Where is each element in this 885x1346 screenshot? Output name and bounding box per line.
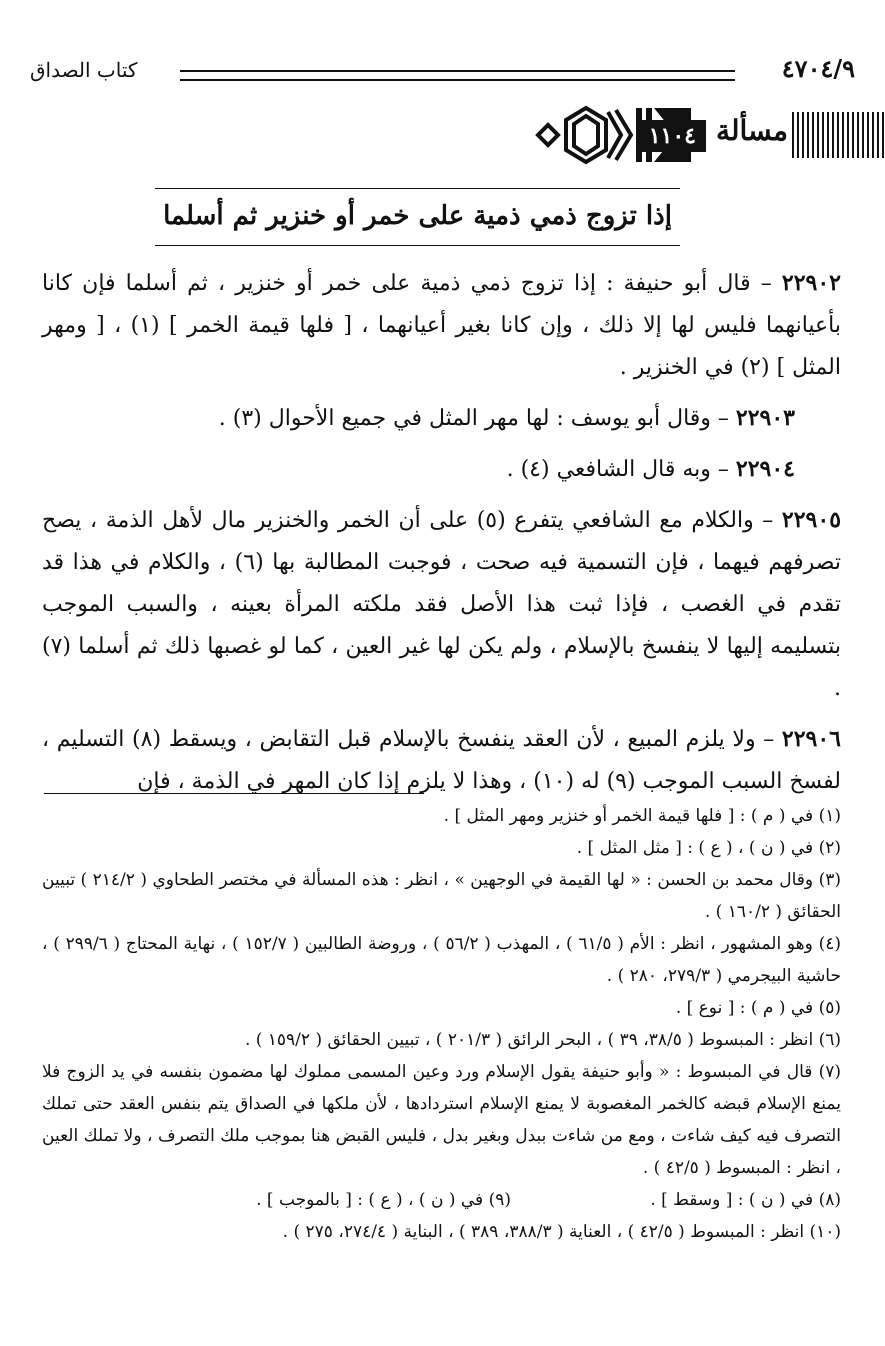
paragraph-number: ٢٢٩٠٣ [735,405,795,431]
footnote-4: (٤) وهو المشهور ، انظر : الأم ( ٦١/٥ ) ، المهذب ( ٥٦/٢ ) ، وروضة الطالبين ( ١٥٢/٧ ) ، نهاية المحتاج ( ٢٩٩/٦ ) ، حاشية البيجرمي ( ٢٧٩/٣، ٢٨٠ ) . [42,934,841,986]
stripe-pattern [792,112,884,158]
paragraph-text: – وبه قال الشافعي (٤) . [506,457,736,482]
footnote-1: (١) في ( م ) : [ فلها قيمة الخمر أو خنزير ومهر المثل ] . [443,806,841,826]
footnote-row-8-9 [42,1184,841,1216]
paragraph-number: ٢٢٩٠٢ [781,270,841,296]
paragraph-text: – والكلام مع الشافعي يتفرع (٥) على أن الخمر والخنزير مال لأهل الذمة ، يصح تصرفهم فيهما ، فإن التسمية فيه صحت ، فوجبت المطالبة بها (٦) ، والكلام في هذا قد تقدم في الغصب ، فإذا ثبت هذا الأصل فقد ملكته المرأة بعينه ، والسبب الموجب بتسليمه إليها لا ينفسخ بالإسلام ، ولم يكن لها غير العين ، كما لو غصبها ذلك ثم أسلما (٧) . [42,508,842,701]
paragraph-text: – قال أبو حنيفة : إذا تزوج ذمي ذمية على خمر أو خنزير ، ثم أسلما فإن كانا بأعيانهما فليس لها إلا ذلك ، وإن كانا بغير أعيانهما ، [ فلها قيمة الخمر ] (١) ، [ ومهر المثل ] (٢) في الخنزير . [42,271,841,380]
main-text [42,262,841,811]
footnotes [42,800,841,1248]
masala-number: ١١٠٤ [639,120,706,152]
footnote-7: (٧) قال في المبسوط : « وأبو حنيفة يقول الإسلام ورد وعين المسمى مملوك لها مضمون بنفسه في يد الزوج فلا يمنع الإسلام قبضه كالخمر المغصوبة لا يمنع الإسلام استردادها ، لأن ملكها في الصداق يتم بنفس العقد حتى تملك التصرف فيه كيف شاءت ، ومع من شاءت ببدل وبغير بدل ، فليس القبض هنا بموجب ملك التصرف ، ولا تملك العين ، انظر : المبسوط ( ٤٢/٥ ) . [42,1062,841,1178]
book-title: كتاب الصداق [30,58,138,82]
paragraph-22903 [42,397,841,440]
masala-label: مسألة [715,114,788,147]
footnote-divider [44,793,424,794]
paragraph-number: ٢٢٩٠٤ [735,456,795,482]
paragraph-text: – ولا يلزم المبيع ، لأن العقد ينفسخ بالإسلام قبل التقابض ، ويسقط (٨) التسليم ، لفسخ السبب الموجب (٩) له (١٠) ، وهذا لا يلزم إذا كان المهر في الذمة ، فإن [42,727,841,794]
footnote-2: (٢) في ( ن ) ، ( ع ) : [ مثل المثل ] . [576,838,841,858]
footnote-8: (٨) في ( ن ) : [ وسقط ] . [650,1190,841,1210]
header-rule [180,70,735,81]
paragraph-number: ٢٢٩٠٥ [781,507,842,533]
footnote-5: (٥) في ( م ) : [ نوع ] . [675,998,841,1018]
footnote-6: (٦) انظر : المبسوط ( ٣٨/٥، ٣٩ ) ، البحر الرائق ( ٢٠١/٣ ) ، تبيين الحقائق ( ١٥٩/٢ ) . [244,1030,841,1050]
paragraph-22906 [42,718,841,803]
footnote-10: (١٠) انظر : المبسوط ( ٤٢/٥ ) ، العناية ( ٣٨٨/٣، ٣٨٩ ) ، البناية ( ٢٧٤/٤، ٢٧٥ ) . [282,1222,841,1242]
paragraph-text: – وقال أبو يوسف : لها مهر المثل في جميع الأحوال (٣) . [218,406,736,431]
running-header [30,54,855,88]
page-number: ٤٧٠٤/٩ [781,54,855,83]
paragraph-22904 [42,448,841,491]
footnote-9: (٩) في ( ن ) ، ( ع ) : [ بالموجب ] . [256,1190,511,1210]
footnote-3: (٣) وقال محمد بن الحسن : « لها القيمة في الوجهين » ، انظر : هذه المسألة في مختصر الطحاوي ( ٢١٤/٢ ) تبيين الحقائق ( ١٦٠/٢ ) . [42,870,841,922]
paragraph-number: ٢٢٩٠٦ [781,726,841,752]
section-title-box [155,188,680,246]
paragraph-22905 [42,499,841,710]
section-title: إذا تزوج ذمي ذمية على خمر أو خنزير ثم أسلما [163,201,672,231]
masala-banner [526,100,884,170]
paragraph-22902 [42,262,841,389]
